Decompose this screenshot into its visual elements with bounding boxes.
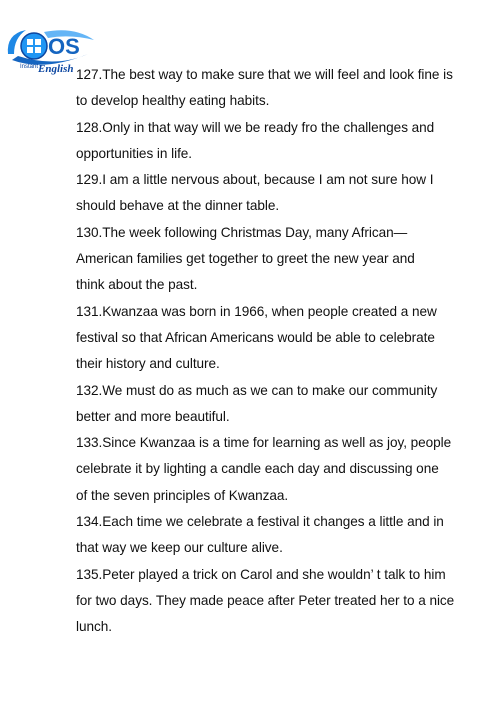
text-line: 128.Only in that way will we be ready fro the challenges and — [76, 119, 435, 135]
logo-sub-instant: Instant — [20, 64, 39, 70]
logo-sub-english: English — [38, 63, 74, 75]
text-line: celebrate it by lighting a candle each day and discussing one — [76, 461, 439, 477]
logo-letters: OS — [48, 34, 80, 59]
text-line: lunch. — [76, 619, 112, 635]
text-line: festival so that African Americans would be able to celebrate — [76, 329, 435, 345]
text-line: of the seven principles of Kwanzaa. — [76, 487, 289, 503]
text-line: 135.Peter played a trick on Carol and she wouldn’ t talk to him — [76, 566, 446, 582]
text-line: for two days. They made peace after Peter treated her to a nice — [76, 592, 455, 608]
text-line: 131.Kwanzaa was born in 1966, when people created a new — [76, 303, 437, 319]
text-line: 132.We must do as much as we can to make our community — [76, 382, 438, 398]
text-line: think about the past. — [76, 277, 198, 293]
text-line: opportunities in life. — [76, 145, 193, 161]
text-line: 134.Each time we celebrate a festival it changes a little and in — [76, 514, 444, 530]
text-line: that way we keep our culture alive. — [76, 540, 283, 556]
text-line: 127.The best way to make sure that we will feel and look fine is — [76, 67, 453, 82]
document-body — [76, 62, 486, 641]
text-line: better and more beautiful. — [76, 408, 230, 424]
text-line: 129.I am a little nervous about, because I am not sure how I — [76, 172, 434, 188]
text-line: American families get together to greet the new year and — [76, 251, 415, 267]
text-line: should behave at the dinner table. — [76, 198, 280, 214]
text-line: their history and culture. — [76, 356, 220, 372]
text-line: 133.Since Kwanzaa is a time for learning as well as joy, people — [76, 435, 452, 451]
text-line: to develop healthy eating habits. — [76, 93, 270, 109]
text-line: 130.The week following Christmas Day, many African— — [76, 224, 408, 240]
